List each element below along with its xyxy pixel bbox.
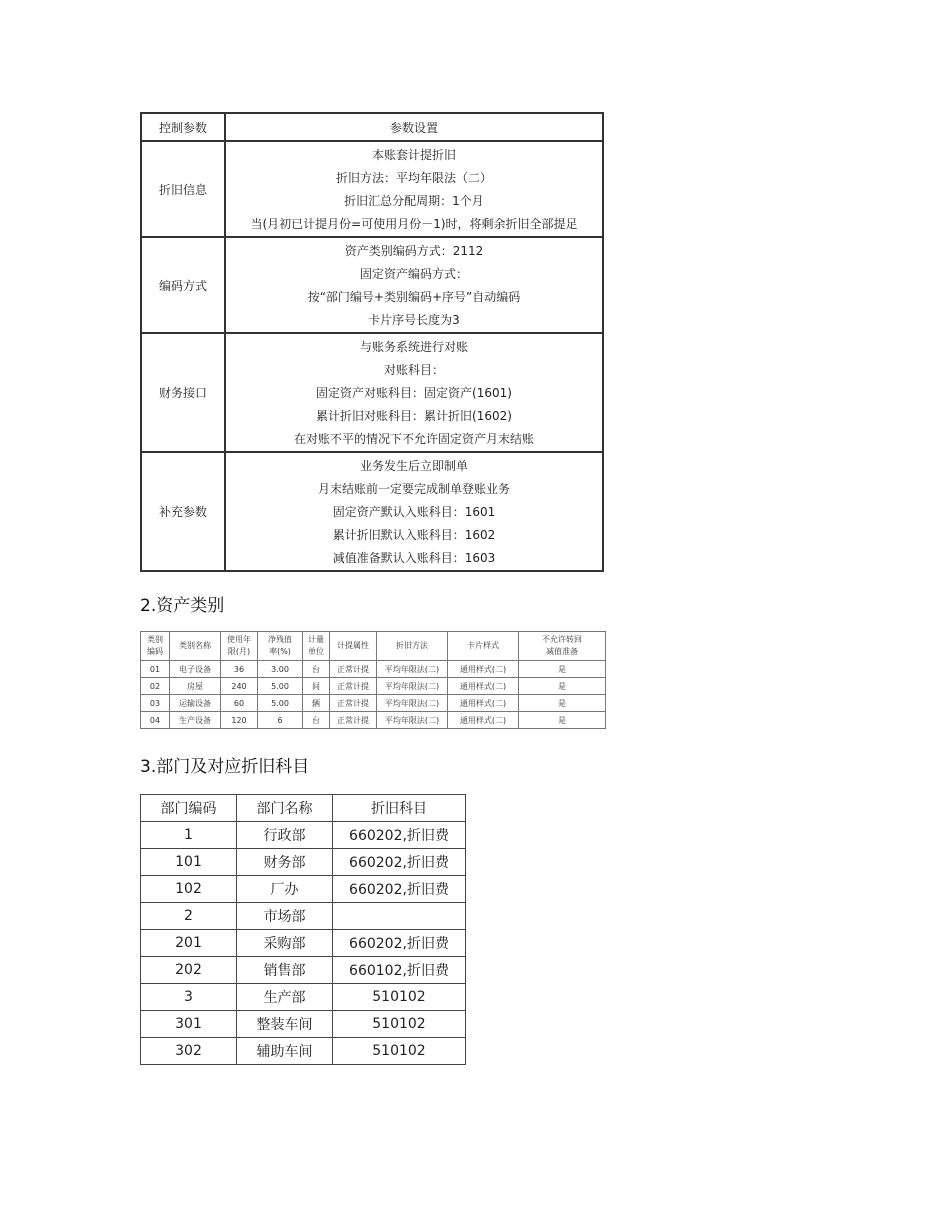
setting-line: 业务发生后立即制单 <box>359 459 468 473</box>
cell: 60 <box>221 695 258 712</box>
setting-line: 累计折旧默认入账科目：1602 <box>332 528 496 542</box>
cell: 运输设备 <box>170 695 221 712</box>
setting-line: 固定资产默认入账科目：1601 <box>332 505 496 519</box>
cell: 660202,折旧费 <box>333 822 466 849</box>
table-row <box>141 930 466 957</box>
cell: 36 <box>221 661 258 678</box>
asset-table-header <box>141 632 606 661</box>
cell: 正常计提 <box>330 695 377 712</box>
setting-line: 本账套计提折旧 <box>371 148 456 162</box>
setting-line: 折旧汇总分配周期：1个月 <box>344 194 484 208</box>
header-cell: 类别 编码 <box>141 632 170 661</box>
cell: 间 <box>303 678 330 695</box>
cell: 5.00 <box>258 695 303 712</box>
table-row <box>141 1038 466 1065</box>
cell: 平均年限法(二) <box>377 695 448 712</box>
cell: 生产设备 <box>170 712 221 729</box>
cell: 102 <box>141 876 237 903</box>
setting-cell <box>225 237 603 333</box>
cell: 5.00 <box>258 678 303 695</box>
setting-line: 卡片序号长度为3 <box>368 313 460 327</box>
cell: 510102 <box>333 984 466 1011</box>
cell: 是 <box>519 712 606 729</box>
setting-line: 按“部门编号+类别编码+序号”自动编码 <box>307 290 521 304</box>
cell: 510102 <box>333 1038 466 1065</box>
param-label: 财务接口 <box>141 333 225 452</box>
header-setting: 参数设置 <box>225 113 603 141</box>
header-cell: 计量 单位 <box>303 632 330 661</box>
setting-line: 对账科目： <box>383 363 444 377</box>
cell: 财务部 <box>237 849 333 876</box>
setting-line: 减值准备默认入账科目：1603 <box>332 551 496 565</box>
table-row <box>141 712 606 729</box>
cell: 正常计提 <box>330 678 377 695</box>
header-cell: 卡片样式 <box>448 632 519 661</box>
cell: 通用样式(二) <box>448 695 519 712</box>
header-cell: 部门名称 <box>237 795 333 822</box>
cell: 660102,折旧费 <box>333 957 466 984</box>
setting-line: 固定资产编码方式： <box>359 267 468 281</box>
cell: 行政部 <box>237 822 333 849</box>
cell: 04 <box>141 712 170 729</box>
setting-line: 在对账不平的情况下不允许固定资产月末结账 <box>293 432 534 446</box>
setting-cell <box>225 452 603 571</box>
table-row <box>141 678 606 695</box>
cell: 平均年限法(二) <box>377 712 448 729</box>
table-row <box>141 903 466 930</box>
setting-line: 累计折旧对账科目：累计折旧(1602) <box>316 409 512 423</box>
cell: 正常计提 <box>330 661 377 678</box>
header-cell: 计提属性 <box>330 632 377 661</box>
cell: 660202,折旧费 <box>333 876 466 903</box>
control-table-header <box>141 113 603 141</box>
header-cell: 使用年 限(月) <box>221 632 258 661</box>
dept-table-header <box>141 795 466 822</box>
cell: 市场部 <box>237 903 333 930</box>
cell <box>333 903 466 930</box>
cell: 240 <box>221 678 258 695</box>
cell: 是 <box>519 678 606 695</box>
setting-line: 与账务系统进行对账 <box>359 340 468 354</box>
cell: 02 <box>141 678 170 695</box>
header-cell: 不允许转回 减值准备 <box>519 632 606 661</box>
cell: 660202,折旧费 <box>333 849 466 876</box>
cell: 2 <box>141 903 237 930</box>
header-param: 控制参数 <box>141 113 225 141</box>
departments-table <box>140 794 466 1065</box>
section-heading-departments: 3.部门及对应折旧科目 <box>140 757 310 777</box>
header-cell: 类别名称 <box>170 632 221 661</box>
cell: 120 <box>221 712 258 729</box>
asset-categories-table <box>140 631 606 729</box>
cell: 通用样式(二) <box>448 678 519 695</box>
setting-cell <box>225 333 603 452</box>
cell: 电子设备 <box>170 661 221 678</box>
cell: 房屋 <box>170 678 221 695</box>
table-row <box>141 1011 466 1038</box>
control-row-finance <box>141 333 603 452</box>
header-cell: 折旧科目 <box>333 795 466 822</box>
cell: 正常计提 <box>330 712 377 729</box>
table-row <box>141 984 466 1011</box>
cell: 通用样式(二) <box>448 661 519 678</box>
cell: 是 <box>519 661 606 678</box>
cell: 01 <box>141 661 170 678</box>
cell: 采购部 <box>237 930 333 957</box>
cell: 台 <box>303 661 330 678</box>
cell: 台 <box>303 712 330 729</box>
section-heading-asset-categories: 2.资产类别 <box>140 596 225 616</box>
table-row <box>141 695 606 712</box>
cell: 销售部 <box>237 957 333 984</box>
header-cell: 部门编码 <box>141 795 237 822</box>
cell: 平均年限法(二) <box>377 678 448 695</box>
param-label: 折旧信息 <box>141 141 225 237</box>
setting-line: 资产类别编码方式：2112 <box>344 244 484 258</box>
cell: 3 <box>141 984 237 1011</box>
param-label: 编码方式 <box>141 237 225 333</box>
cell: 厂办 <box>237 876 333 903</box>
cell: 660202,折旧费 <box>333 930 466 957</box>
table-row <box>141 849 466 876</box>
header-cell: 净残值 率(%) <box>258 632 303 661</box>
setting-line: 固定资产对账科目：固定资产(1601) <box>316 386 512 400</box>
cell: 03 <box>141 695 170 712</box>
cell: 生产部 <box>237 984 333 1011</box>
control-row-depreciation <box>141 141 603 237</box>
cell: 是 <box>519 695 606 712</box>
cell: 510102 <box>333 1011 466 1038</box>
table-row <box>141 822 466 849</box>
cell: 通用样式(二) <box>448 712 519 729</box>
header-cell: 折旧方法 <box>377 632 448 661</box>
control-row-coding <box>141 237 603 333</box>
cell: 辅助车间 <box>237 1038 333 1065</box>
cell: 3.00 <box>258 661 303 678</box>
setting-cell <box>225 141 603 237</box>
param-label: 补充参数 <box>141 452 225 571</box>
setting-line: 月末结账前一定要完成制单登账业务 <box>317 482 510 496</box>
table-row <box>141 957 466 984</box>
cell: 202 <box>141 957 237 984</box>
setting-line: 当(月初已计提月份=可使用月份－1)时，将剩余折旧全部提足 <box>250 217 578 231</box>
cell: 101 <box>141 849 237 876</box>
cell: 301 <box>141 1011 237 1038</box>
table-row <box>141 876 466 903</box>
control-row-supplementary <box>141 452 603 571</box>
cell: 302 <box>141 1038 237 1065</box>
cell: 辆 <box>303 695 330 712</box>
cell: 1 <box>141 822 237 849</box>
table-row <box>141 661 606 678</box>
setting-line: 折旧方法：平均年限法（二） <box>335 171 492 185</box>
control-parameters-table <box>140 112 604 572</box>
cell: 201 <box>141 930 237 957</box>
cell: 平均年限法(二) <box>377 661 448 678</box>
cell: 6 <box>258 712 303 729</box>
cell: 整装车间 <box>237 1011 333 1038</box>
